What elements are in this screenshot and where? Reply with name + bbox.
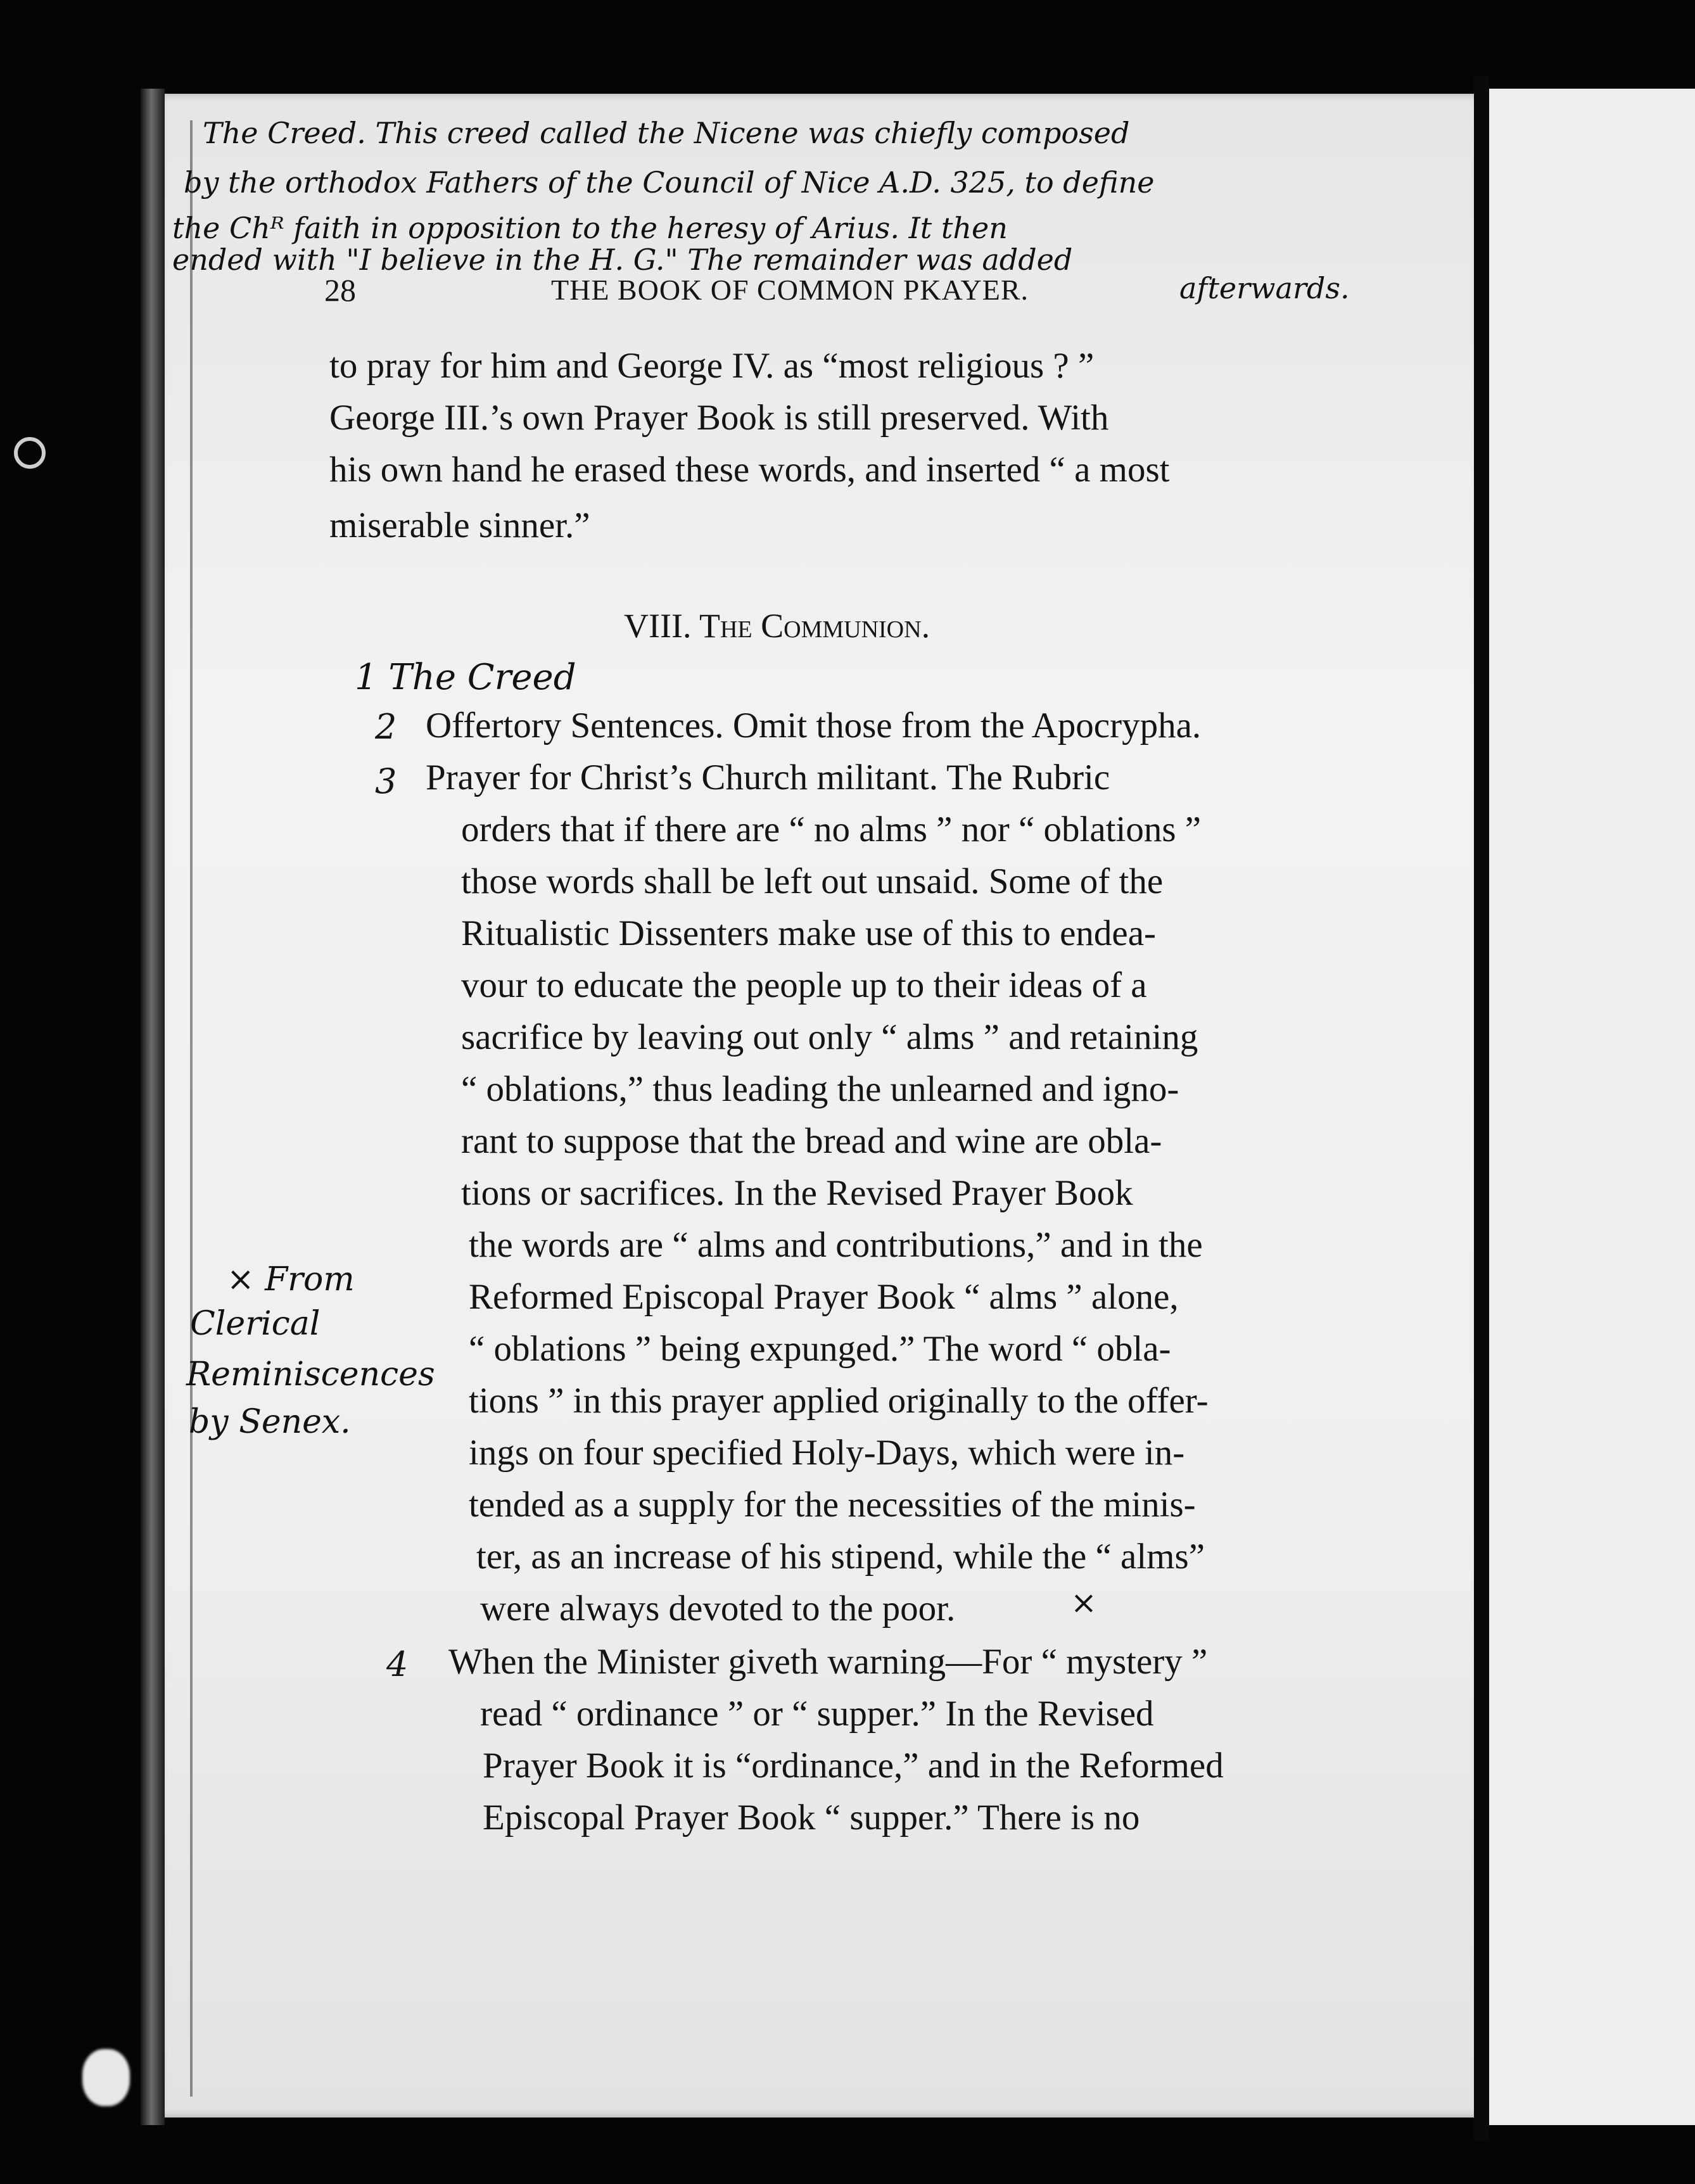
paragraph-top-line-3: his own hand he erased these words, and inserted “ a most bbox=[329, 450, 1170, 490]
annotation-margin-line-1: × From bbox=[227, 1260, 355, 1298]
item-2-line-1: Offertory Sentences. Omit those from the Apocrypha. bbox=[426, 706, 1202, 746]
item-3-line-7: “ oblations,” thus leading the unlearned and igno- bbox=[461, 1069, 1179, 1109]
item-3-line-5: vour to educate the people up to their ideas of a bbox=[461, 965, 1147, 1005]
binding-line bbox=[190, 120, 193, 2097]
scan-artifact-ring bbox=[14, 437, 46, 469]
item-4-line-3: Prayer Book it is “ordinance,” and in the Reformed bbox=[483, 1746, 1224, 1786]
item-4-number: 4 bbox=[386, 1644, 409, 1684]
annotation-top-line-1: The Creed. This creed called the Nicene was chiefly composed bbox=[203, 116, 1130, 150]
annotation-cross-mark: × bbox=[1070, 1584, 1097, 1621]
item-3-number: 3 bbox=[375, 761, 397, 801]
annotation-top-line-3: the Chᴿ faith in opposition to the heresy of Arius. It then bbox=[172, 211, 1008, 245]
page-number: 28 bbox=[324, 272, 356, 308]
facing-page-edge bbox=[1489, 89, 1695, 2125]
annotation-top-line-5: afterwards. bbox=[1179, 271, 1350, 305]
annotation-margin-line-3: Reminiscences bbox=[186, 1355, 435, 1394]
item-3-line-6: sacrifice by leaving out only “ alms ” and retaining bbox=[461, 1017, 1198, 1057]
item-4-line-1: When the Minister giveth warning—For “ mystery ” bbox=[448, 1642, 1208, 1682]
item-4-line-4: Episcopal Prayer Book “ supper.” There is no bbox=[483, 1798, 1140, 1838]
item-2-number: 2 bbox=[375, 707, 397, 747]
item-3-line-15: tended as a supply for the necessities of the minis- bbox=[469, 1485, 1196, 1525]
item-4-line-2: read “ ordinance ” or “ supper.” In the Revised bbox=[480, 1694, 1154, 1734]
annotation-margin-line-4: by Senex. bbox=[189, 1403, 351, 1441]
gutter-shadow bbox=[1474, 76, 1489, 2141]
item-3-line-3: those words shall be left out unsaid. Some of the bbox=[461, 861, 1164, 901]
paper-blot bbox=[82, 2049, 130, 2106]
annotation-top-line-2: by the orthodox Fathers of the Council of Nice A.D. 325, to define bbox=[184, 165, 1155, 200]
annotation-creed: 1 The Creed bbox=[355, 657, 576, 698]
annotation-top-line-4: ended with "I believe in the H. G." The remainder was added bbox=[172, 243, 1073, 277]
item-3-line-16: ter, as an increase of his stipend, while the “ alms” bbox=[476, 1537, 1205, 1577]
annotation-margin-line-2: Clerical bbox=[190, 1305, 321, 1343]
item-3-line-14: ings on four specified Holy-Days, which were in- bbox=[469, 1433, 1185, 1473]
item-3-line-8: rant to suppose that the bread and wine are obla- bbox=[461, 1121, 1162, 1161]
section-heading: VIII. The Communion. bbox=[624, 607, 930, 645]
item-3-line-12: “ oblations ” being expunged.” The word “ obla- bbox=[469, 1329, 1171, 1369]
book-spine bbox=[141, 89, 165, 2125]
paragraph-top-line-4: miserable sinner.” bbox=[329, 505, 590, 545]
item-3-line-9: tions or sacrifices. In the Revised Prayer Book bbox=[461, 1173, 1133, 1213]
item-3-line-1: Prayer for Christ’s Church militant. The Rubric bbox=[426, 758, 1110, 797]
item-3-line-13: tions ” in this prayer applied originally to the offer- bbox=[469, 1381, 1209, 1421]
paragraph-top-line-2: George III.’s own Prayer Book is still preserved. With bbox=[329, 398, 1109, 438]
running-title: THE BOOK OF COMMON PKAYER. bbox=[551, 274, 1029, 306]
item-3-line-2: orders that if there are “ no alms ” nor “ oblations ” bbox=[461, 809, 1202, 849]
item-3-line-10: the words are “ alms and contributions,” and in the bbox=[469, 1225, 1203, 1265]
paragraph-top-line-1: to pray for him and George IV. as “most religious ? ” bbox=[329, 346, 1095, 386]
item-3-line-11: Reformed Episcopal Prayer Book “ alms ” alone, bbox=[469, 1277, 1179, 1317]
item-3-line-17: were always devoted to the poor. bbox=[480, 1589, 956, 1628]
item-3-line-4: Ritualistic Dissenters make use of this to endea- bbox=[461, 913, 1156, 953]
